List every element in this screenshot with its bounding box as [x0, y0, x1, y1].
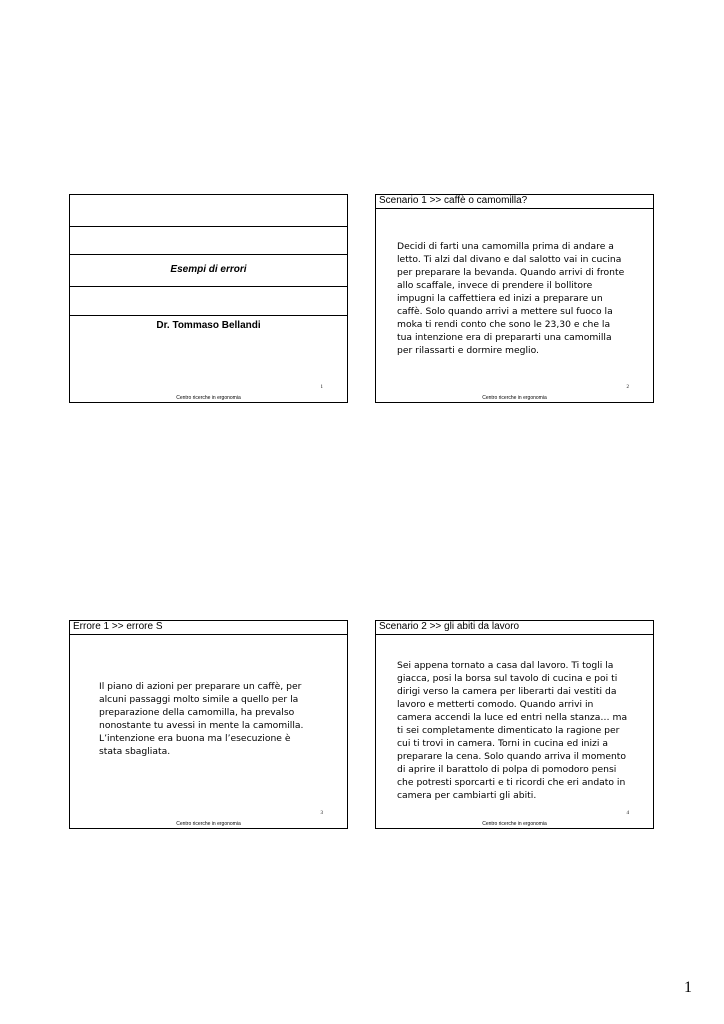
- slide-footer: Centro ricerche in ergonomia: [176, 395, 241, 401]
- slide-number: 1: [320, 385, 323, 390]
- author-name: Dr. Tommaso Bellandi: [156, 320, 261, 331]
- slide-header: Errore 1 >> errore S: [70, 621, 347, 635]
- slide-body: Sei appena tornato a casa dal lavoro. Ti togli la giacca, posi la borsa sul tavolo di cucina e poi ti dirigi verso la camera per liberarti dai vestiti da lavoro e metterti comodo. Quando arrivi in camera accendi la luce ed entri nella stanza… ma ti sei completamente dimenticato la ragione per cui ti trovi in camera. Torni in cucina ed inizi a preparare la cena. Solo quando arriva il momento di aprire il barattolo di polpa di pomodoro pensi che potresti sporcarti e ti ricordi che eri andato in camera per cambiarti gli abiti.: [397, 660, 628, 801]
- slide-1: [69, 194, 348, 403]
- slide-number: 2: [626, 385, 629, 390]
- slide-number: 3: [320, 811, 323, 816]
- slide-title: Esempi di errori: [170, 264, 247, 275]
- slide-footer: Centro ricerche in ergonomia: [176, 821, 241, 827]
- slide-2: [375, 194, 654, 403]
- slide-4: [375, 620, 654, 829]
- title-band-4: [70, 286, 347, 316]
- slide-body: Il piano di azioni per preparare un caffè, per alcuni passaggi molto simile a quello per la preparazione della camomilla, ha prevalso nonostante tu avessi in mente la camomilla. L’intenzione era buona ma l’esecuzione è stata sbagliata.: [99, 681, 304, 757]
- page-number: 1: [684, 979, 692, 996]
- title-band-2: [70, 226, 347, 255]
- slide-footer: Centro ricerche in ergonomia: [482, 395, 547, 401]
- title-band-1: [70, 195, 347, 227]
- slide-body: Decidi di farti una camomilla prima di andare a letto. Ti alzi dal divano e dal salotto vai in cucina per preparare la bevanda. Quando arrivi di fronte allo scaffale, invece di prendere il bollitore impugni la caffettiera ed inizi a preparare un caffè. Solo quando arrivi a mettere sul fuoco la moka ti rendi conto che sono le 23,30 e che la tua intenzione era di prepararti una camomilla per rilassarti e dormire meglio.: [397, 241, 625, 356]
- slide-number: 4: [626, 811, 629, 816]
- slide-header: Scenario 2 >> gli abiti da lavoro: [376, 621, 653, 635]
- slide-3: [69, 620, 348, 829]
- slide-footer: Centro ricerche in ergonomia: [482, 821, 547, 827]
- slide-header: Scenario 1 >> caffè o camomilla?: [376, 195, 653, 209]
